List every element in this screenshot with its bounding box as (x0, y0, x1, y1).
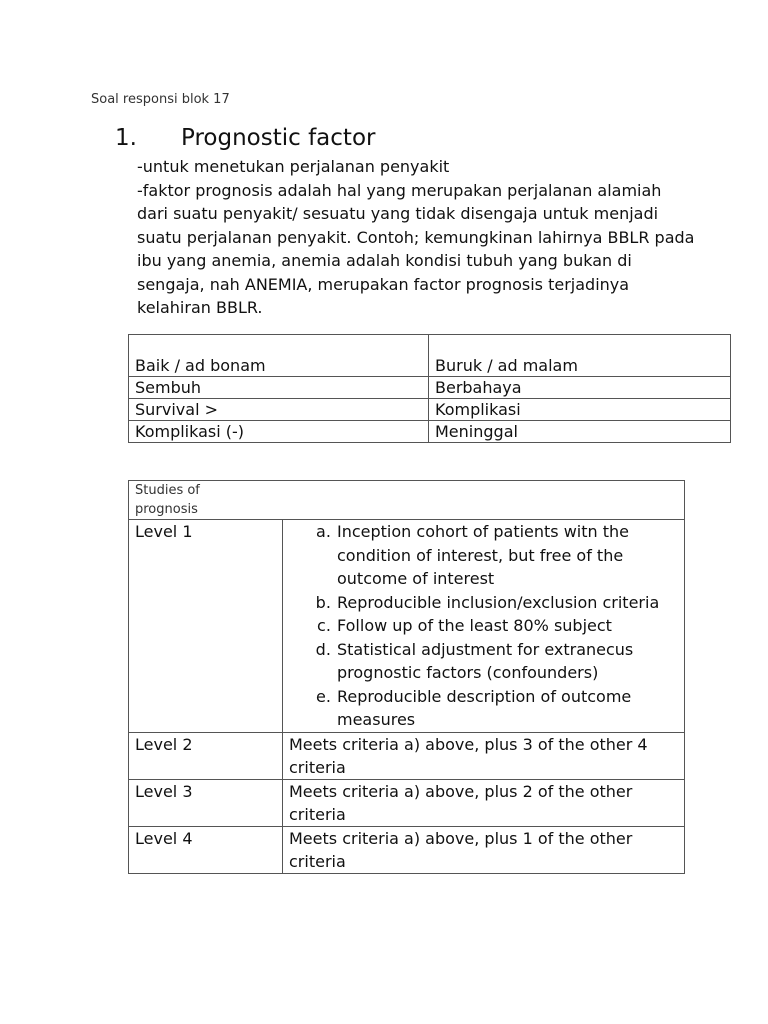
level-description: Meets criteria a) above, plus 1 of the other criteria (283, 826, 685, 873)
level-label: Level 3 (129, 779, 283, 826)
table-cell: Survival > (129, 399, 429, 421)
table-row (129, 399, 731, 421)
criteria-item: d. Statistical adjustment for extranecus prognostic factors (confounders) (336, 638, 678, 685)
table-cell: Meninggal (429, 421, 731, 443)
level-row-1 (129, 520, 685, 733)
table-header-row (129, 335, 731, 377)
level-row-2 (129, 732, 685, 779)
criteria-item: b. Reproducible inclusion/exclusion criteria (336, 591, 678, 615)
criteria-item: e. Reproducible description of outcome measures (336, 685, 678, 732)
body-line-1: -untuk menetukan perjalanan penyakit (137, 157, 450, 176)
criteria-list (289, 520, 678, 732)
document-header: Soal responsi blok 17 (91, 92, 230, 107)
table-cell: Sembuh (129, 377, 429, 399)
level-label: Level 1 (129, 520, 283, 733)
prognosis-table (128, 334, 731, 443)
header-cell-good: Baik / ad bonam (129, 335, 429, 377)
table-row (129, 421, 731, 443)
section-number: 1. (115, 125, 137, 151)
studies-table (128, 480, 685, 874)
body-paragraph: -faktor prognosis adalah hal yang merupakan perjalanan alamiah dari suatu penyakit/ sesuatu yang tidak disengaja untuk menjadi suatu perjalanan penyakit. Contoh; kemungkinan lahirnya BBLR pada ibu yang anemia, anemia adalah kondisi tubuh yang bukan di sengaja, nah ANEMIA, merupakan factor prognosis terjadinya kelahiran BBLR. (137, 180, 695, 317)
section-heading (115, 125, 375, 151)
table-cell: Komplikasi (429, 399, 731, 421)
studies-caption (129, 481, 685, 520)
level-label: Level 4 (129, 826, 283, 873)
table-cell: Komplikasi (-) (129, 421, 429, 443)
studies-caption-row (129, 481, 685, 520)
level-description: Meets criteria a) above, plus 3 of the other 4 criteria (283, 732, 685, 779)
section-title: Prognostic factor (181, 125, 376, 151)
level-label: Level 2 (129, 732, 283, 779)
level-criteria-cell (283, 520, 685, 733)
header-cell-bad: Buruk / ad malam (429, 335, 731, 377)
table-cell: Berbahaya (429, 377, 731, 399)
level-row-4 (129, 826, 685, 873)
section-body (137, 155, 697, 320)
criteria-item: a. Inception cohort of patients witn the condition of interest, but free of the outcome of interest (336, 520, 678, 591)
table-row (129, 377, 731, 399)
criteria-item: c. Follow up of the least 80% subject (336, 614, 678, 638)
caption-text: Studies of prognosis (135, 483, 200, 517)
level-description: Meets criteria a) above, plus 2 of the other criteria (283, 779, 685, 826)
level-row-3 (129, 779, 685, 826)
